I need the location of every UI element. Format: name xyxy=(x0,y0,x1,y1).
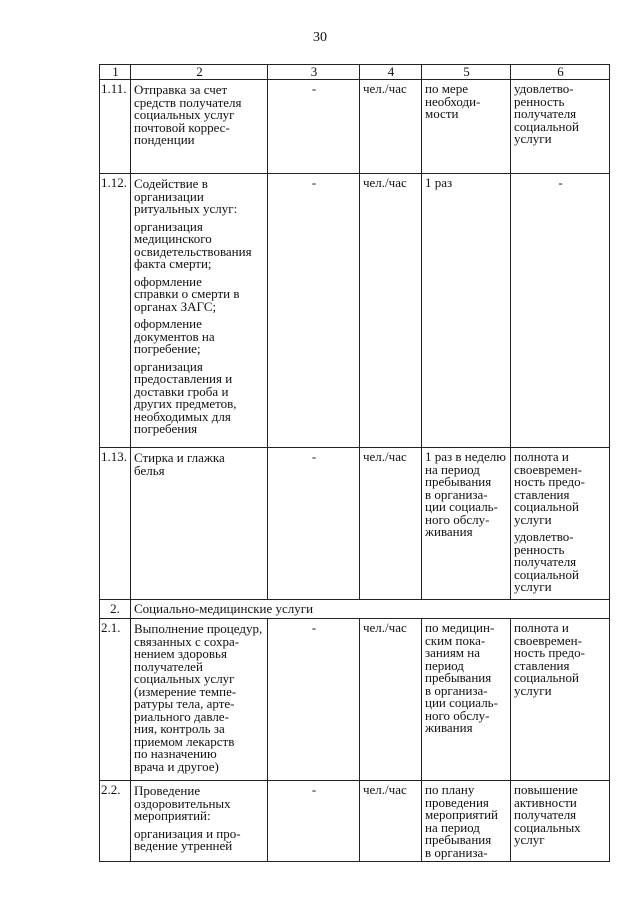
section-row xyxy=(100,600,610,619)
unit-value: чел./час xyxy=(360,781,422,862)
section-number: 2. xyxy=(100,600,131,619)
quality-value xyxy=(511,781,610,862)
page-number: 30 xyxy=(313,30,327,45)
service-name-text: Проведение оздоровительных мероприятий: xyxy=(134,783,231,823)
period-text: по плану проведения мероприятий на период пребывания в организа- xyxy=(425,782,498,860)
quality-value xyxy=(511,448,610,600)
unit-value: чел./час xyxy=(360,174,422,448)
table-row xyxy=(100,781,610,862)
period-value xyxy=(422,174,511,448)
period-text: 1 раз xyxy=(425,175,453,190)
row-number: 2.2. xyxy=(100,781,131,862)
row-number: 1.12. xyxy=(100,174,131,448)
row-number: 1.11. xyxy=(100,80,131,174)
header-cell-3: 3 xyxy=(268,65,360,80)
table-row xyxy=(100,174,610,448)
header-cell-4: 4 xyxy=(360,65,422,80)
unit-value: чел./час xyxy=(360,619,422,781)
header-cell-2: 2 xyxy=(131,65,268,80)
quality-value xyxy=(511,80,610,174)
quality-text: полнота и своевремен- ность предо- ставления социальной услуги xyxy=(514,449,585,527)
service-subitem-text: организация и про- ведение утренней xyxy=(134,825,241,853)
header-cell-6: 6 xyxy=(511,65,610,80)
column-3-value: - xyxy=(268,448,360,600)
quality-text: полнота и своевремен- ность предо- ставления социальной услуги xyxy=(514,620,585,698)
service-name xyxy=(131,448,268,600)
service-name xyxy=(131,80,268,174)
table-row xyxy=(100,619,610,781)
services-table xyxy=(99,64,610,862)
quality-value xyxy=(511,619,610,781)
period-text: по мере необходи- мости xyxy=(425,81,481,121)
period-value xyxy=(422,781,511,862)
service-subitem-text: оформление документов на погребение; xyxy=(134,316,215,356)
service-name-text: Выполнение процедур, связанных с сохра- нением здоровья получателей социальных услуг (измерение темпе- ратуры тела, арте- риального давле- ния, контроль за приемом лекарств по назначению врача и другое) xyxy=(134,621,263,774)
service-subitem-text: оформление справки о смерти в органах ЗАГС; xyxy=(134,273,240,314)
row-number: 2.1. xyxy=(100,619,131,781)
table-row xyxy=(100,80,610,174)
period-value xyxy=(422,80,511,174)
header-cell-5: 5 xyxy=(422,65,511,80)
service-name xyxy=(131,619,268,781)
quality-value xyxy=(511,174,610,448)
period-text: 1 раз в неделю на период пребывания в организа- ции социаль- ного обслу- живания xyxy=(425,449,506,539)
quality-text: повышение активности получателя социальных услуг xyxy=(514,782,581,847)
unit-value: чел./час xyxy=(360,80,422,174)
unit-value: чел./час xyxy=(360,448,422,600)
period-value xyxy=(422,619,511,781)
quality-text: удовлетво- ренность получателя социальной услуги xyxy=(514,529,579,594)
column-3-value: - xyxy=(268,619,360,781)
row-number: 1.13. xyxy=(100,448,131,600)
section-title: Социально-медицинские услуги xyxy=(131,600,610,619)
table-row xyxy=(100,448,610,600)
column-3-value: - xyxy=(268,80,360,174)
table-header-row xyxy=(100,65,610,80)
service-name xyxy=(131,174,268,448)
service-name-text: Стирка и глажка белья xyxy=(134,450,225,478)
header-cell-1: 1 xyxy=(100,65,131,80)
service-name-text: Отправка за счет средств получателя социальных услуг почтовой коррес- понденции xyxy=(134,82,242,147)
service-subitem-text: организация предоставления и доставки гроба и других предметов, необходимых для погребения xyxy=(134,358,237,436)
service-name xyxy=(131,781,268,862)
service-subitem-text: организация медицинского освидетельствования факта смерти; xyxy=(134,218,252,271)
quality-text: удовлетво- ренность получателя социальной услуги xyxy=(514,81,579,146)
period-text: по медицин- ским пока- заниям на период пребывания в организа- ции социаль- ного обслу- живания xyxy=(425,620,498,735)
quality-text: - xyxy=(558,175,563,190)
period-value xyxy=(422,448,511,600)
service-name-text: Содействие в организации ритуальных услуг: xyxy=(134,176,238,216)
column-3-value: - xyxy=(268,781,360,862)
column-3-value: - xyxy=(268,174,360,448)
